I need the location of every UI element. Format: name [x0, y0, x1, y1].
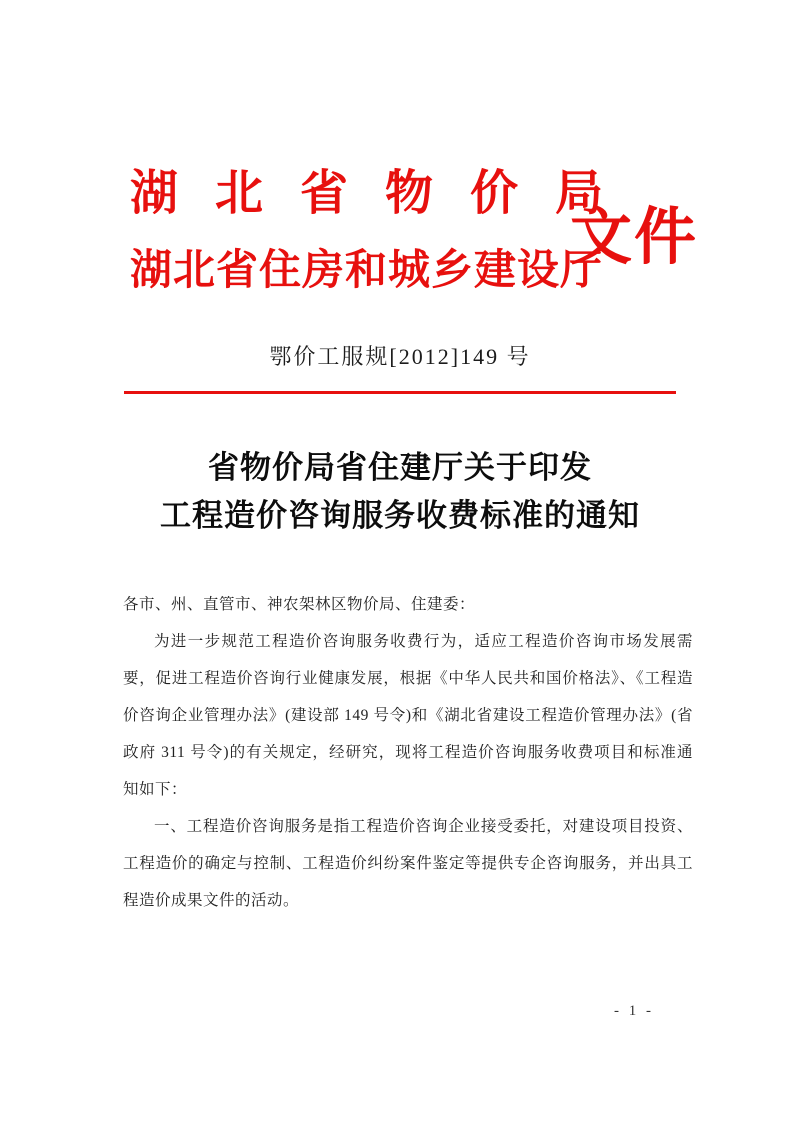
body-line: 价咨询企业管理办法》(建设部 149 号令)和《湖北省建设工程造价管理办法》(省 — [123, 707, 693, 724]
body-line-salutation: 各市、州、直管市、神农架林区物价局、住建委： — [123, 596, 476, 613]
document-title — [0, 444, 800, 540]
letterhead-doc-type-label: 文件 — [570, 204, 699, 272]
letterhead-agency-line2: 湖北省住房和城乡建设厅 — [130, 248, 604, 294]
body-line: 政府 311 号令)的有关规定，经研究，现将工程造价咨询服务收费项目和标准通 — [123, 744, 693, 761]
body-line: 要，促进工程造价咨询行业健康发展，根据《中华人民共和国价格法》、《工程造 — [123, 670, 693, 687]
letterhead-red-rule — [124, 391, 676, 394]
body-line: 程造价成果文件的活动。 — [123, 892, 300, 909]
document-body — [123, 586, 693, 919]
document-number: 鄂价工服规[2012]149 号 — [269, 344, 531, 369]
body-line: 为进一步规范工程造价咨询服务收费行为，适应工程造价咨询市场发展需 — [154, 633, 693, 650]
document-title-line1: 省物价局省住建厅关于印发 — [208, 450, 592, 485]
body-line: 知如下： — [123, 781, 188, 798]
body-line: 工程造价的确定与控制、工程造价纠纷案件鉴定等提供专企咨询服务，并出具工 — [123, 855, 693, 872]
letterhead-agency-line1: 湖北省物价局 — [130, 167, 641, 220]
body-line: 一、工程造价咨询服务是指工程造价咨询企业接受委托，对建设项目投资、 — [154, 818, 693, 835]
document-title-line2: 工程造价咨询服务收费标准的通知 — [160, 498, 640, 533]
page-number: - 1 - — [614, 1003, 654, 1019]
